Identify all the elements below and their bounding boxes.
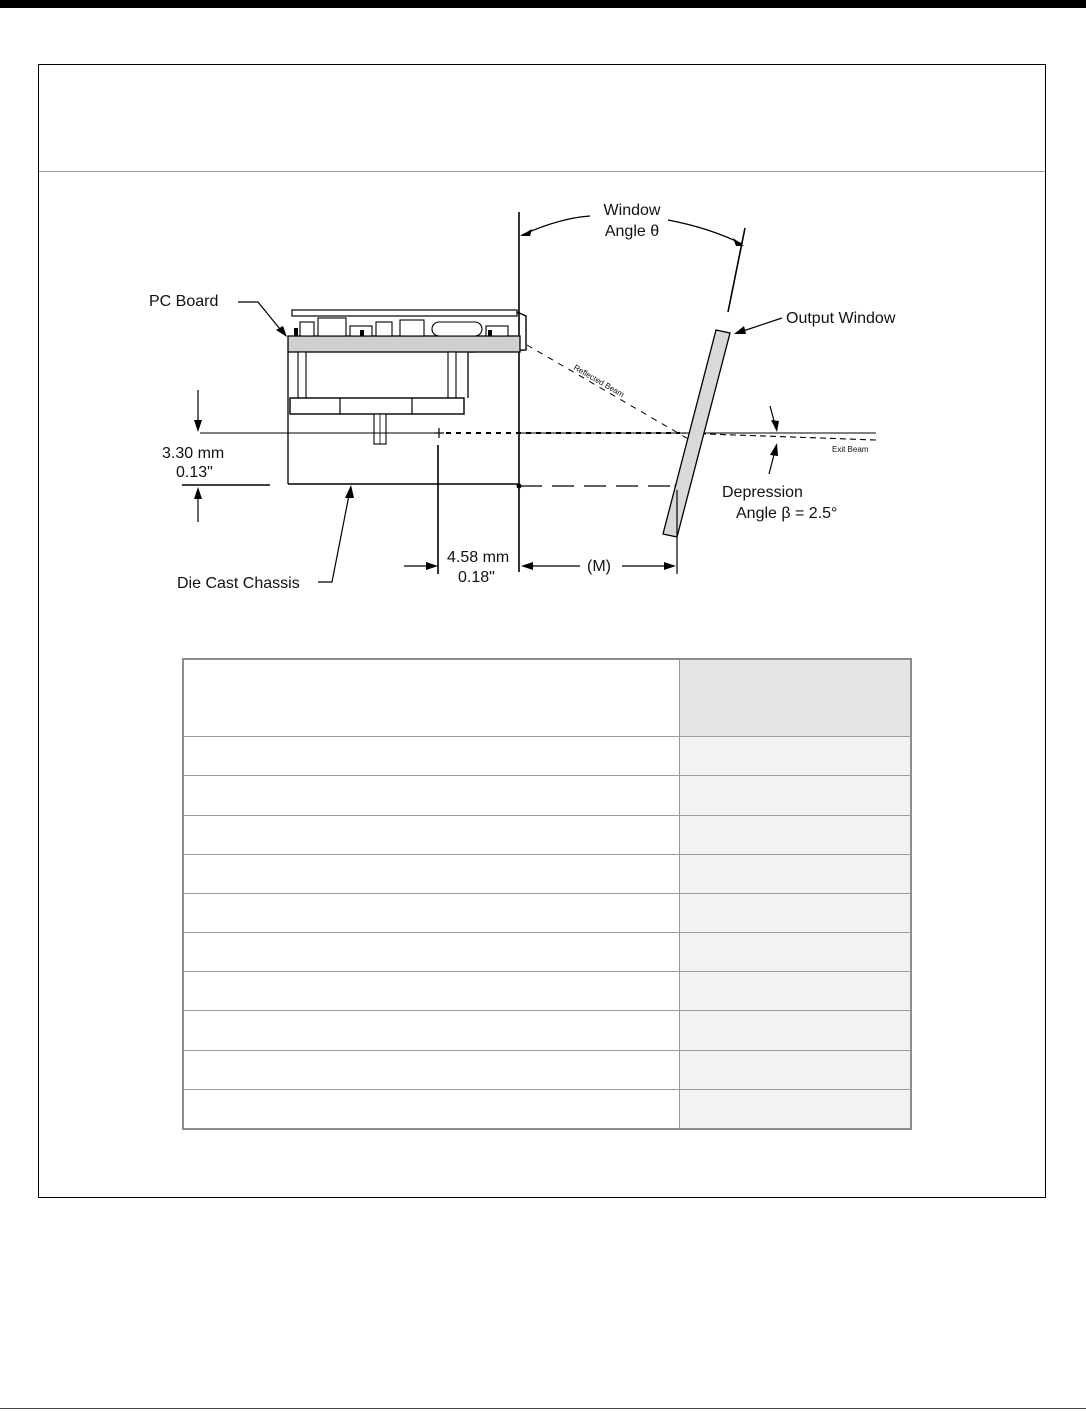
output-window-leader [740,318,782,332]
table-row [183,815,911,854]
table-header-label [183,659,680,737]
table-cell-label [183,737,680,776]
table-cell-label [183,854,680,893]
bottom-rule [0,1408,1086,1409]
chassis-body [288,352,518,484]
mounting-diagram [0,0,1086,640]
table-row [183,1050,911,1089]
table-row [183,1011,911,1050]
table-cell-value [680,1011,912,1050]
arc-arrow-left [520,229,532,236]
table-cell-value [680,893,912,932]
chassis-label: Die Cast Chassis [177,575,300,592]
table-cell-label [183,972,680,1011]
table-header-value [680,659,912,737]
table-cell-value [680,737,912,776]
table-cell-label [183,776,680,815]
table-cell-label [183,893,680,932]
table-row [183,737,911,776]
table-cell-label [183,1050,680,1089]
pc-board-label: PC Board [149,293,219,310]
chassis-leader [318,490,350,582]
depression-angle-label: Depression Angle β = 2.5° [722,484,838,522]
table-header-row [183,659,911,737]
table-row [183,776,911,815]
table-cell-label [183,1089,680,1129]
table-row [183,854,911,893]
exit-beam [680,433,876,440]
pc-board-assembly [288,310,526,352]
reflected-beam [527,345,690,440]
table-row [183,1089,911,1129]
spec-table [182,658,912,1130]
table-cell-value [680,815,912,854]
exit-beam-label: Exit Beam [832,445,869,454]
table-cell-label [183,933,680,972]
pc-board [288,336,520,352]
output-window [663,330,730,537]
table-cell-value [680,1089,912,1129]
height-dim-label: 3.30 mm 0.13" [162,445,225,481]
pc-board-leader [238,302,284,334]
table-row [183,893,911,932]
table-row [183,933,911,972]
reflected-beam-label: Reflected Beam [572,362,626,400]
window-angle-label: Window Angle θ [603,202,661,240]
table-row [183,972,911,1011]
table-cell-label [183,815,680,854]
table-cell-value [680,854,912,893]
output-window-label: Output Window [786,310,896,327]
offset-dim-label: 4.58 mm 0.18" [447,549,510,586]
table-cell-label [183,1011,680,1050]
window-angle-arc [522,216,590,235]
table-cell-value [680,776,912,815]
table-cell-value [680,1050,912,1089]
table-cell-value [680,972,912,1011]
table-cell-value [680,933,912,972]
m-dim-label: (M) [587,558,611,575]
